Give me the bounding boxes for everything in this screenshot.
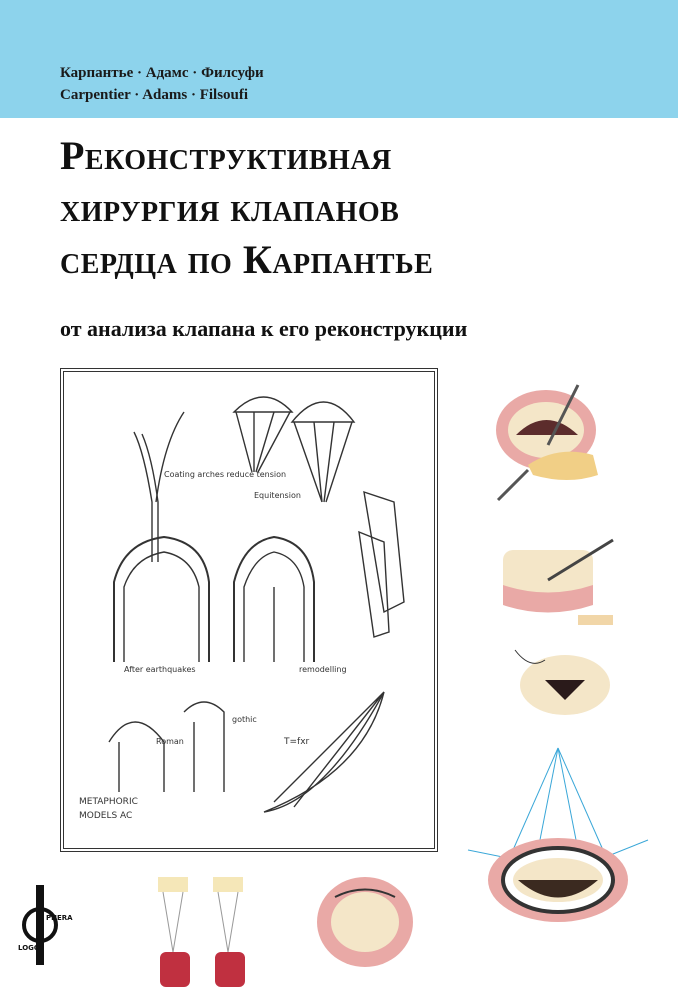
- logo-text-bottom: LOGO: [18, 944, 40, 952]
- valve-illustration-2: [488, 530, 628, 630]
- valve-illustration-4: [458, 740, 663, 930]
- valve-illustration-3: [510, 640, 620, 720]
- coating-label: Coating arches reduce tension: [164, 470, 287, 479]
- title-line-2: хирургия клапанов: [60, 185, 400, 230]
- authors-russian: Карпантье · Адамс · Филсуфи: [60, 65, 264, 81]
- annuloplasty-illustration: [310, 872, 420, 982]
- gothic-label: gothic: [232, 715, 257, 724]
- chordae-illustration: [148, 872, 268, 992]
- book-subtitle: от анализа клапана к его реконструкции: [60, 316, 468, 341]
- remodelling-label: remodelling: [299, 665, 347, 674]
- valve-illustration-1: [488, 375, 618, 515]
- title-line-3: сердца по Карпантье: [60, 237, 434, 282]
- roman-label: Roman: [156, 737, 184, 746]
- authors-block: [60, 62, 264, 106]
- equitension-label: Equitension: [254, 491, 301, 500]
- models-label: MODELS AC: [79, 811, 133, 821]
- authors-english: Carpentier · Adams · Filsoufi: [60, 87, 249, 103]
- sketch-panel: [60, 368, 438, 852]
- logo-text-top: PHERA: [46, 914, 73, 922]
- formula-label: T=fxr: [284, 737, 310, 747]
- architecture-sketch: [64, 372, 434, 848]
- book-title: [60, 130, 660, 286]
- publisher-logo: [18, 880, 73, 970]
- metaphoric-label: METAPHORIC: [79, 797, 138, 807]
- after-earthquakes-label: After earthquakes: [124, 665, 196, 674]
- title-line-1: Реконструктивная: [60, 133, 392, 178]
